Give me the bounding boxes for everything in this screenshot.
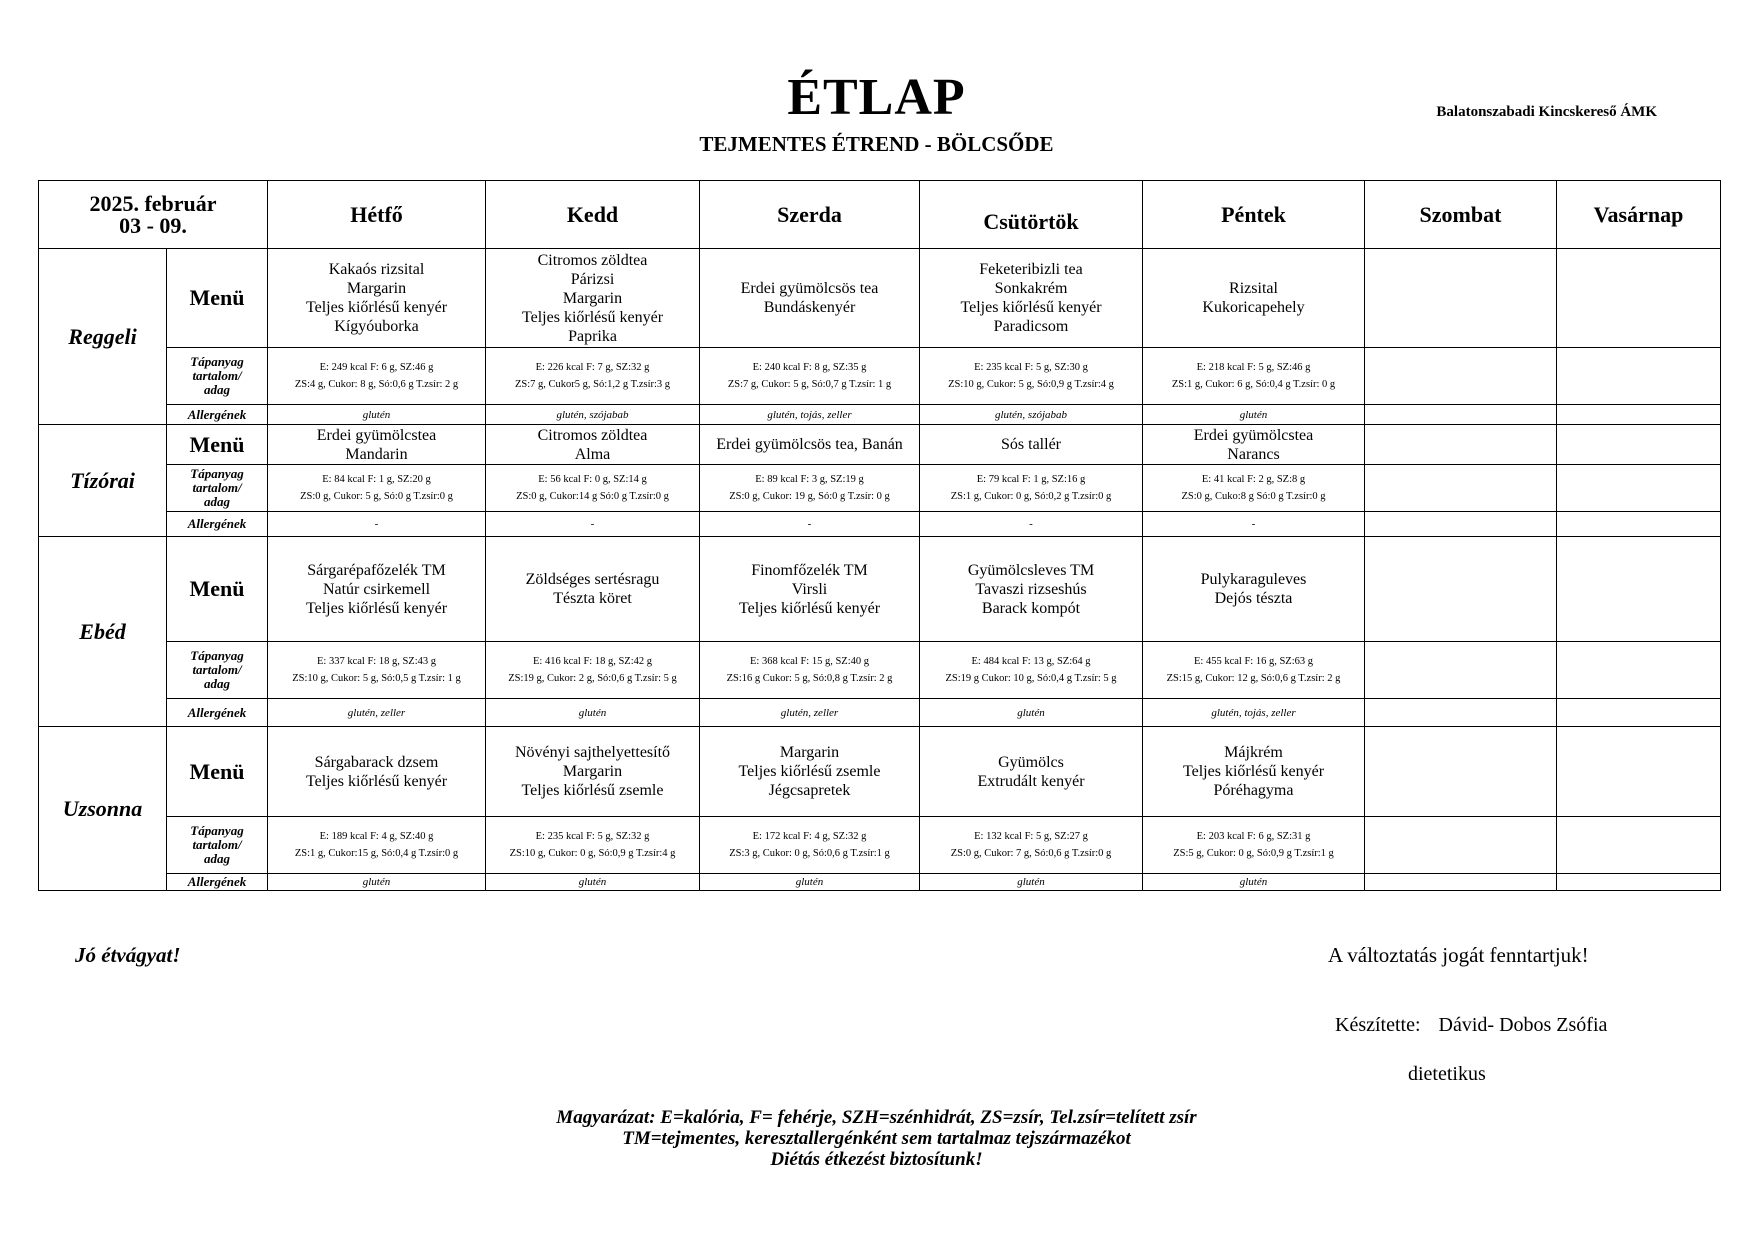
menu-item: Pulykaraguleves [1200,571,1307,588]
nutrition-line: ZS:16 g Cukor: 5 g, Só:0,8 g T.zsír: 2 g [726,673,893,684]
meal-nutrition-row [39,817,1721,874]
nutrition-line: ZS:1 g, Cukor: 0 g, Só:0,2 g T.zsír:0 g [950,491,1112,502]
nutrition-line: E: 240 kcal F: 8 g, SZ:35 g [752,362,867,373]
nutrition-line: ZS:3 g, Cukor: 0 g, Só:0,6 g T.zsír:1 g [729,848,890,859]
menu-item: Teljes kiőrlésű zsemle [738,763,881,780]
menu-cell-monday [268,537,486,642]
nutrition-line: E: 218 kcal F: 5 g, SZ:46 g [1196,362,1311,373]
meal-menu-row [39,249,1721,348]
menu-item: Gyümölcsleves TM [967,561,1095,579]
menu-cell-friday [1143,249,1365,348]
nutrition-cell-sunday [1557,817,1721,874]
nutrition-line: ZS:7 g, Cukor: 5 g, Só:0,7 g T.zsír: 1 g [727,379,892,390]
nutrition-line: ZS:0 g, Cukor:14 g Só:0 g T.zsír:0 g [516,491,669,502]
day-header-tuesday: Kedd [486,181,700,249]
nutrition-cell-saturday [1365,642,1557,699]
menu-item: Narancs [1227,445,1280,463]
menu-item: Póréhagyma [1213,782,1294,799]
menu-item: Paprika [568,327,617,345]
nutrition-line: E: 84 kcal F: 1 g, SZ:20 g [322,474,431,485]
menu-item: Bundáskenyér [763,299,856,316]
nutrition-line: ZS:1 g, Cukor: 6 g, Só:0,4 g T.zsír: 0 g [1171,379,1336,390]
nutrition-line: ZS:19 g Cukor: 10 g, Só:0,4 g T.zsír: 5 g [945,673,1117,684]
meal-allergen-row [39,699,1721,727]
menu-cell-friday [1143,425,1365,465]
legend-line-3: Diétás étkezést biztosítunk! [770,1149,983,1170]
menu-cell-friday [1143,537,1365,642]
author-role: dietetikus [1408,1063,1486,1085]
menu-cell-wednesday [700,537,920,642]
menu-item: Margarin [779,744,840,761]
meal-allergen-row [39,512,1721,537]
menu-cell-sunday [1557,537,1721,642]
menu-cell-thursday [920,249,1143,348]
nutrition-row-label [167,348,268,405]
menu-cell-monday [268,425,486,465]
menu-item: Sárgarépafőzelék TM [307,561,446,579]
nutrition-line: ZS:0 g, Cukor: 5 g, Só:0 g T.zsír:0 g [300,491,453,502]
menu-item: Erdei gyümölcsös tea [740,280,879,297]
nutrition-line: E: 189 kcal F: 4 g, SZ:40 g [319,831,434,842]
disclaimer-text: A változtatás jogát fenntartjuk! [1328,943,1589,967]
day-header-sunday: Vasárnap [1557,181,1721,249]
allergen-row-label: Allergének [167,405,268,425]
allergen-cell-sunday [1557,699,1721,727]
menu-item: Extrudált kenyér [977,772,1085,790]
allergen-cell-tuesday: glutén, szójabab [486,405,700,425]
allergen-cell-thursday: glutén [920,874,1143,891]
menu-cell-friday [1143,727,1365,817]
menu-item: Teljes kiőrlésű kenyér [305,772,448,790]
menu-cell-tuesday [486,425,700,465]
allergen-cell-thursday: glutén [920,699,1143,727]
nutrition-cell-monday [268,348,486,405]
meal-name: Ebéd [39,537,167,727]
menu-item: Tavaszi rizseshús [975,580,1087,598]
day-header-monday: Hétfő [268,181,486,249]
meal-nutrition-row [39,348,1721,405]
legend [0,1107,1753,1170]
menu-cell-tuesday [486,537,700,642]
nutrition-line: ZS:7 g, Cukor5 g, Só:1,2 g T.zsír:3 g [514,379,671,390]
nutrition-line: E: 172 kcal F: 4 g, SZ:32 g [752,831,867,842]
nutrition-line: E: 235 kcal F: 5 g, SZ:30 g [974,362,1088,373]
menu-item: Paradicsom [993,318,1069,335]
weekly-menu-table [38,180,1721,891]
nutrition-cell-saturday [1365,817,1557,874]
nutrition-line: E: 249 kcal F: 6 g, SZ:46 g [319,362,434,373]
allergen-cell-tuesday: - [486,512,700,537]
menu-item: Teljes kiőrlésű kenyér [305,599,448,617]
menu-item: Teljes kiőrlésű kenyér [960,299,1102,316]
legend-line-1: Magyarázat: E=kalória, F= fehérje, SZH=szénhidrát, ZS=zsír, Tel.zsír=telített zsír [556,1107,1197,1128]
meal-menu-row [39,727,1721,817]
allergen-cell-saturday [1365,699,1557,727]
menu-item: Jégcsapretek [768,782,851,799]
menu-row-label: Menü [167,249,268,348]
menu-cell-wednesday [700,425,920,465]
allergen-cell-saturday [1365,405,1557,425]
nutrition-row-label [167,465,268,512]
nutrition-cell-friday [1143,642,1365,699]
nutrition-line: E: 89 kcal F: 3 g, SZ:19 g [755,474,864,485]
allergen-row-label: Allergének [167,699,268,727]
meal-nutrition-row [39,465,1721,512]
allergen-cell-tuesday: glutén [486,874,700,891]
menu-row-label: Menü [167,425,268,465]
allergen-cell-wednesday: - [700,512,920,537]
author-label: Készítette: [1335,1014,1421,1036]
institution-name: Balatonszabadi Kincskereső ÁMK [1436,104,1657,120]
allergen-cell-wednesday: glutén [700,874,920,891]
nutrition-line: E: 455 kcal F: 16 g, SZ:63 g [1194,656,1313,667]
nutrition-line: E: 226 kcal F: 7 g, SZ:32 g [535,362,650,373]
menu-cell-thursday [920,537,1143,642]
menu-cell-thursday [920,425,1143,465]
allergen-cell-thursday: glutén, szójabab [920,405,1143,425]
menu-item: Sonkakrém [994,280,1068,297]
menu-item: Margarin [346,280,407,297]
nutrition-label-line: adag [204,382,230,397]
page-subtitle: TEJMENTES ÉTREND - BÖLCSŐDE [699,132,1054,156]
meal-allergen-row [39,405,1721,425]
nutrition-cell-monday [268,642,486,699]
nutrition-cell-sunday [1557,465,1721,512]
menu-cell-thursday [920,727,1143,817]
nutrition-cell-wednesday [700,465,920,512]
menu-item: Natúr csirkemell [322,580,431,598]
nutrition-cell-monday [268,817,486,874]
nutrition-label-line: tartalom/ [192,662,242,677]
legend-line-2: TM=tejmentes, keresztallergénként sem tartalmaz tejszármazékot [622,1128,1131,1149]
menu-cell-monday [268,727,486,817]
page-title: ÉTLAP [787,69,966,126]
nutrition-line: E: 56 kcal F: 0 g, SZ:14 g [538,474,647,485]
nutrition-cell-tuesday [486,348,700,405]
nutrition-line: E: 132 kcal F: 5 g, SZ:27 g [974,831,1088,842]
day-header-wednesday: Szerda [700,181,920,249]
nutrition-line: ZS:0 g, Cukor: 19 g, Só:0 g T.zsír: 0 g [729,491,890,502]
nutrition-cell-tuesday [486,817,700,874]
nutrition-line: ZS:5 g, Cukor: 0 g, Só:0,9 g T.zsír:1 g [1173,848,1334,859]
allergen-cell-monday: - [268,512,486,537]
nutrition-cell-saturday [1365,348,1557,405]
nutrition-line: E: 337 kcal F: 18 g, SZ:43 g [317,656,436,667]
allergen-cell-thursday: - [920,512,1143,537]
allergen-cell-monday: glutén [268,874,486,891]
menu-item: Párizsi [570,270,615,288]
meal-allergen-row [39,874,1721,891]
allergen-row-label: Allergének [167,512,268,537]
menu-item: Barack kompót [981,599,1081,617]
nutrition-line: ZS:10 g, Cukor: 5 g, Só:0,9 g T.zsír:4 g [948,379,1114,390]
nutrition-cell-friday [1143,465,1365,512]
menu-cell-wednesday [700,249,920,348]
greeting-text: Jó étvágyat! [75,943,181,967]
nutrition-cell-tuesday [486,465,700,512]
nutrition-line: ZS:19 g, Cukor: 2 g, Só:0,6 g T.zsír: 5 g [508,673,677,684]
nutrition-label-line: tartalom/ [192,480,242,495]
nutrition-label-line: adag [204,851,230,866]
menu-item: Virsli [791,580,828,598]
menu-cell-saturday [1365,425,1557,465]
menu-cell-saturday [1365,537,1557,642]
menu-item: Alma [574,445,611,463]
allergen-cell-saturday [1365,874,1557,891]
menu-item: Teljes kiőrlésű kenyér [1182,763,1325,780]
nutrition-label-line: Tápanyag [190,466,244,481]
nutrition-row-label [167,817,268,874]
nutrition-cell-friday [1143,348,1365,405]
allergen-cell-tuesday: glutén [486,699,700,727]
nutrition-line: ZS:10 g, Cukor: 0 g, Só:0,9 g T.zsír:4 g [509,848,676,859]
nutrition-cell-thursday [920,642,1143,699]
nutrition-line: ZS:1 g, Cukor:15 g, Só:0,4 g T.zsír:0 g [294,848,459,859]
allergen-cell-saturday [1365,512,1557,537]
nutrition-cell-saturday [1365,465,1557,512]
nutrition-line: E: 41 kcal F: 2 g, SZ:8 g [1201,474,1306,485]
allergen-cell-monday: glutén, zeller [268,699,486,727]
nutrition-cell-wednesday [700,817,920,874]
meal-name: Tízórai [39,425,167,537]
week-date-cell [39,181,268,249]
menu-cell-saturday [1365,249,1557,348]
menu-item: Teljes kiőrlésű kenyér [305,299,448,316]
menu-row-label: Menü [167,537,268,642]
menu-item: Erdei gyümölcstea [316,426,437,444]
allergen-cell-friday: glutén, tojás, zeller [1143,699,1365,727]
meal-menu-row [39,425,1721,465]
nutrition-cell-sunday [1557,642,1721,699]
nutrition-line: E: 79 kcal F: 1 g, SZ:16 g [976,474,1086,485]
allergen-cell-sunday [1557,405,1721,425]
menu-item: Kukoricapehely [1202,299,1305,316]
menu-item: Margarin [562,763,623,780]
week-range: 03 - 09. [119,212,187,238]
nutrition-line: ZS:4 g, Cukor: 8 g, Só:0,6 g T.zsír: 2 g [294,379,459,390]
nutrition-cell-friday [1143,817,1365,874]
nutrition-line: E: 484 kcal F: 13 g, SZ:64 g [971,656,1091,667]
week-month: 2025. február [89,190,217,216]
nutrition-cell-thursday [920,348,1143,405]
nutrition-label-line: Tápanyag [190,648,244,663]
allergen-cell-wednesday: glutén, zeller [700,699,920,727]
nutrition-label-line: tartalom/ [192,837,242,852]
menu-row-label: Menü [167,727,268,817]
menu-cell-sunday [1557,727,1721,817]
menu-item: Citromos zöldtea [537,426,648,444]
menu-item: Rizsital [1229,280,1278,297]
allergen-cell-sunday [1557,512,1721,537]
menu-item: Feketeribizli tea [979,261,1083,278]
menu-cell-wednesday [700,727,920,817]
nutrition-cell-thursday [920,465,1143,512]
author-name: Dávid- Dobos Zsófia [1438,1014,1608,1036]
day-header-saturday: Szombat [1365,181,1557,249]
allergen-cell-sunday [1557,874,1721,891]
table-header-row [39,181,1721,249]
menu-item: Májkrém [1224,744,1283,761]
nutrition-cell-wednesday [700,348,920,405]
nutrition-row-label [167,642,268,699]
menu-item: Erdei gyümölcstea [1193,426,1314,444]
nutrition-label-line: Tápanyag [190,823,244,838]
day-header-thursday: Csütörtök [920,181,1143,249]
nutrition-line: E: 203 kcal F: 6 g, SZ:31 g [1196,831,1311,842]
menu-cell-tuesday [486,249,700,348]
menu-item: Mandarin [345,445,408,463]
allergen-cell-friday: glutén [1143,874,1365,891]
nutrition-cell-sunday [1557,348,1721,405]
meal-nutrition-row [39,642,1721,699]
allergen-cell-wednesday: glutén, tojás, zeller [700,405,920,425]
author-line [1335,1014,1607,1037]
menu-item: Zöldséges sertésragu [525,571,660,588]
meal-menu-row [39,537,1721,642]
nutrition-cell-tuesday [486,642,700,699]
nutrition-label-line: adag [204,494,230,509]
allergen-cell-friday: - [1143,512,1365,537]
menu-cell-saturday [1365,727,1557,817]
nutrition-cell-wednesday [700,642,920,699]
day-header-friday: Péntek [1143,181,1365,249]
menu-cell-sunday [1557,249,1721,348]
menu-item: Gyümölcs [998,753,1064,771]
nutrition-line: ZS:10 g, Cukor: 5 g, Só:0,5 g T.zsír: 1 g [292,673,461,684]
nutrition-line: E: 368 kcal F: 15 g, SZ:40 g [750,656,869,667]
menu-item: Kígyóuborka [334,318,419,335]
nutrition-line: E: 416 kcal F: 18 g, SZ:42 g [533,656,652,667]
menu-item: Teljes kiőrlésű kenyér [738,599,881,617]
menu-cell-monday [268,249,486,348]
meal-name: Reggeli [39,249,167,425]
nutrition-cell-thursday [920,817,1143,874]
menu-cell-sunday [1557,425,1721,465]
nutrition-cell-monday [268,465,486,512]
nutrition-label-line: tartalom/ [192,368,242,383]
menu-item: Citromos zöldtea [537,251,648,269]
nutrition-line: E: 235 kcal F: 5 g, SZ:32 g [535,831,650,842]
allergen-row-label: Allergének [167,874,268,891]
menu-item: Dejós tészta [1214,590,1293,607]
menu-item: Margarin [562,289,623,307]
allergen-cell-friday: glutén [1143,405,1365,425]
nutrition-label-line: Tápanyag [190,354,244,369]
menu-item: Teljes kiőrlésű zsemle [521,782,664,799]
menu-item: Sárgabarack dzsem [314,753,439,771]
nutrition-line: ZS:0 g, Cukor: 7 g, Só:0,6 g T.zsír:0 g [950,848,1112,859]
menu-item: Erdei gyümölcsös tea, Banán [716,436,903,453]
menu-item: Sós tallér [1001,436,1061,453]
meal-name: Uzsonna [39,727,167,891]
menu-item: Finomfőzelék TM [751,561,868,579]
nutrition-line: ZS:0 g, Cuko:8 g Só:0 g T.zsír:0 g [1181,491,1326,502]
nutrition-label-line: adag [204,676,230,691]
menu-item: Teljes kiőrlésű kenyér [521,308,664,326]
menu-item: Kakaós rizsital [328,261,425,278]
menu-cell-tuesday [486,727,700,817]
menu-item: Növényi sajthelyettesítő [514,744,671,761]
allergen-cell-monday: glutén [268,405,486,425]
menu-item: Tészta köret [553,590,632,607]
nutrition-line: ZS:15 g, Cukor: 12 g, Só:0,6 g T.zsír: 2 g [1166,673,1341,684]
